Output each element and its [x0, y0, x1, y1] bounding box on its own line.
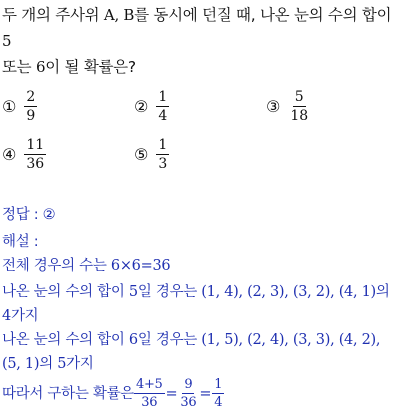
explanation-label: 해설 : [2, 234, 39, 250]
choice-4[interactable] [2, 136, 46, 173]
solution-text: 가지 [66, 356, 94, 372]
total-cases-line [2, 256, 400, 276]
solution-text: 일 경우는 [137, 284, 202, 300]
numerator: 2 [26, 89, 36, 105]
solution-text: 의 [375, 284, 390, 300]
sum5-count-line [2, 306, 400, 326]
solution-text: 나온 눈의 수의 합이 [2, 284, 129, 300]
total-cases-formula: 6×6=36 [110, 258, 171, 274]
denominator: 36 [141, 395, 158, 410]
sum-value-5: 5 [2, 32, 12, 50]
choice-2[interactable] [134, 88, 169, 125]
choice-3[interactable] [266, 88, 310, 125]
numerator: 9 [184, 377, 193, 392]
denominator: 36 [26, 156, 45, 172]
answer-line [2, 205, 400, 225]
numerator: 1 [158, 137, 168, 153]
choice-fraction [24, 136, 46, 173]
sum6-pairs: (1, 5), (2, 4), (3, 3), (4, 2), [201, 332, 381, 348]
solution-text: 가지 [10, 308, 39, 324]
choice-5[interactable] [134, 136, 169, 173]
question-text-part: 이 될 확률은? [45, 58, 136, 76]
solution-text: 나온 눈의 수의 합이 [2, 332, 129, 348]
sum-5: 5 [128, 284, 138, 300]
question-text-part: 를 동시에 던질 때, 나온 눈의 수의 합이 [134, 6, 392, 24]
final-probability-line [2, 376, 400, 411]
sum6-line [2, 330, 400, 350]
equals-sign: = [165, 385, 178, 402]
sum6-count: 5 [57, 356, 67, 372]
denominator: 3 [158, 156, 168, 172]
denominator: 9 [26, 108, 36, 124]
choice-fraction [156, 88, 169, 125]
numerator: 1 [158, 89, 168, 105]
choice-fraction [288, 88, 310, 125]
choice-1[interactable] [2, 88, 37, 125]
question-text-part: 또는 [2, 58, 36, 76]
sum5-line [2, 282, 400, 302]
choice-fraction [24, 88, 37, 125]
question-text-part: 두 개의 주사위 [2, 6, 104, 24]
sum-6: 6 [128, 332, 138, 348]
question-line-2 [2, 54, 398, 80]
sum5-pairs: (1, 4), (2, 3), (3, 2), (4, 1) [201, 284, 376, 300]
solution-text: 의 [39, 356, 58, 372]
choice-marker: ③ [266, 97, 281, 116]
fraction-simplified [178, 376, 198, 411]
numerator: 11 [26, 137, 45, 153]
sum6-pairs-continued: (5, 1) [2, 356, 40, 372]
numerator: 1 [214, 377, 223, 392]
denominator: 4 [214, 395, 223, 410]
denominator: 18 [290, 108, 309, 124]
denominator: 4 [158, 108, 168, 124]
question-line-1 [2, 2, 398, 54]
numerator: 5 [294, 89, 304, 105]
explanation-heading [2, 232, 400, 252]
sum6-count-line [2, 354, 400, 374]
solution-text: 따라서 구하는 확률은 [2, 385, 134, 402]
numerator: 4+5 [135, 377, 163, 392]
sum5-count: 4 [2, 308, 11, 324]
fraction-result [212, 376, 224, 411]
solution-text: 전체 경우의 수는 [2, 258, 111, 274]
solution-text: 일 경우는 [137, 332, 202, 348]
dice-labels: A, B [103, 6, 135, 24]
choice-marker: ⑤ [134, 145, 149, 164]
answer-label: 정답 : ② [2, 207, 56, 223]
question-text [2, 2, 398, 80]
choice-fraction [156, 136, 169, 173]
sum-value-6: 6 [35, 58, 46, 76]
choice-marker: ① [2, 97, 17, 116]
denominator: 36 [180, 395, 197, 410]
fraction-sum [134, 376, 165, 411]
choice-marker: ④ [2, 145, 17, 164]
equals-sign: = [199, 385, 212, 402]
choice-marker: ② [134, 97, 149, 116]
